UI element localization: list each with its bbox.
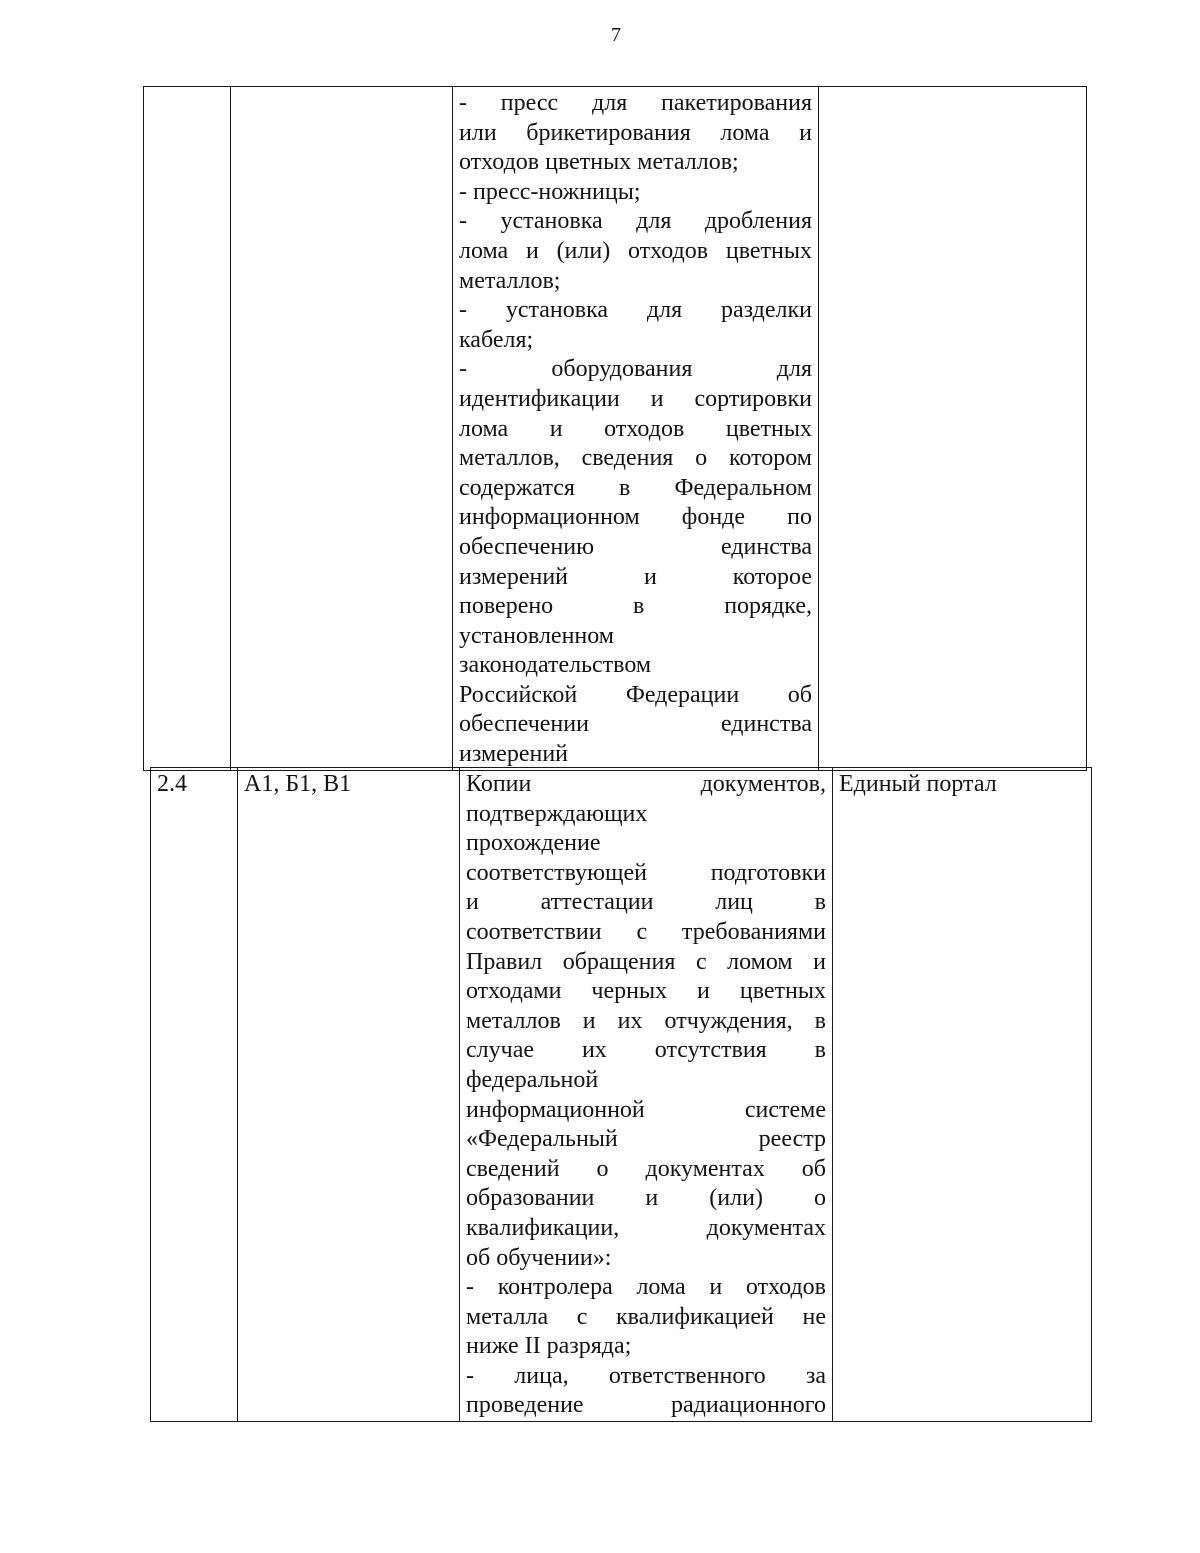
description-line: кабеля; (459, 326, 534, 353)
description-line: содержатся в Федеральном (459, 474, 812, 501)
description-line: измерений и которое (459, 563, 812, 590)
description-line: металла с квалификацией не (466, 1303, 826, 1330)
description-line: идентификации и сортировки (459, 385, 812, 412)
description-line: об обучении»: (466, 1244, 612, 1271)
description-line: металлов и их отчуждения, в (466, 1007, 826, 1034)
row-number: 2.4 (157, 771, 187, 797)
description-line: установленном (459, 622, 614, 649)
source-cell (833, 768, 1092, 1422)
description-line: ниже II разряда; (466, 1333, 632, 1360)
description-line: законодательством (459, 652, 652, 679)
row-codes (231, 87, 452, 89)
description-line: - установка для дробления (459, 208, 812, 235)
description-line: соответствующей подготовки (466, 859, 826, 886)
description-line: соответствии с требованиями (466, 918, 826, 945)
description-line: - установка для разделки (459, 297, 812, 324)
description-line: Российской Федерации об (459, 681, 812, 708)
description-line: прохождение (466, 830, 601, 857)
description-line: федеральной (466, 1066, 599, 1093)
description-line: поверено в порядке, (459, 593, 812, 620)
table-row (151, 768, 1092, 1422)
description-line: или брикетирования лома и (459, 119, 812, 146)
row-number-cell (151, 768, 238, 1422)
requirements-table-part-1 (143, 86, 1087, 771)
row-source (819, 87, 1086, 89)
description-line: отходами черных и цветных (466, 978, 826, 1005)
description-line: - лица, ответственного за (466, 1362, 826, 1389)
description-line: лома и (или) отходов цветных (459, 237, 812, 264)
row-number (144, 87, 230, 89)
description-line: случае их отсутствия в (466, 1037, 826, 1064)
description-line: сведений о документах об (466, 1155, 826, 1182)
description-line: металлов, сведения о котором (459, 445, 812, 472)
description-line: обеспечении единства (459, 711, 812, 738)
row-codes: А1, Б1, В1 (244, 771, 352, 797)
description-line: Копии документов, (466, 771, 826, 797)
description-line: образовании и (или) о (466, 1185, 826, 1212)
row-number-cell (144, 87, 231, 771)
requirements-table-part-2 (150, 767, 1092, 1422)
description-line: обеспечению единства (459, 533, 812, 560)
page-number: 7 (611, 24, 621, 46)
description-line: лома и отходов цветных (459, 415, 812, 442)
description-line: Правил обращения с ломом и (466, 948, 826, 975)
description-line: и аттестации лиц в (466, 889, 826, 916)
row-description (453, 87, 818, 770)
description-line: информационной системе (466, 1096, 826, 1123)
row-description (460, 768, 832, 1421)
table-row (144, 87, 1087, 771)
description-line: измерений (459, 741, 569, 768)
description-line: - оборудования для (459, 356, 812, 383)
description-line: - контролера лома и отходов (466, 1274, 826, 1301)
description-line: информационном фонде по (459, 504, 812, 531)
description-cell (453, 87, 819, 771)
source-cell (819, 87, 1087, 771)
description-line: проведение радиационного (466, 1392, 826, 1419)
row-source: Единый портал (839, 771, 997, 797)
description-line: - пресс-ножницы; (459, 178, 641, 205)
description-line: «Федеральный реестр (466, 1126, 826, 1153)
description-line: отходов цветных металлов; (459, 149, 739, 176)
codes-cell (238, 768, 460, 1422)
description-line: квалификации, документах (466, 1214, 826, 1241)
codes-cell (231, 87, 453, 771)
description-line: металлов; (459, 267, 561, 294)
description-cell (460, 768, 833, 1422)
description-line: - пресс для пакетирования (459, 90, 812, 116)
description-line: подтверждающих (466, 800, 648, 827)
